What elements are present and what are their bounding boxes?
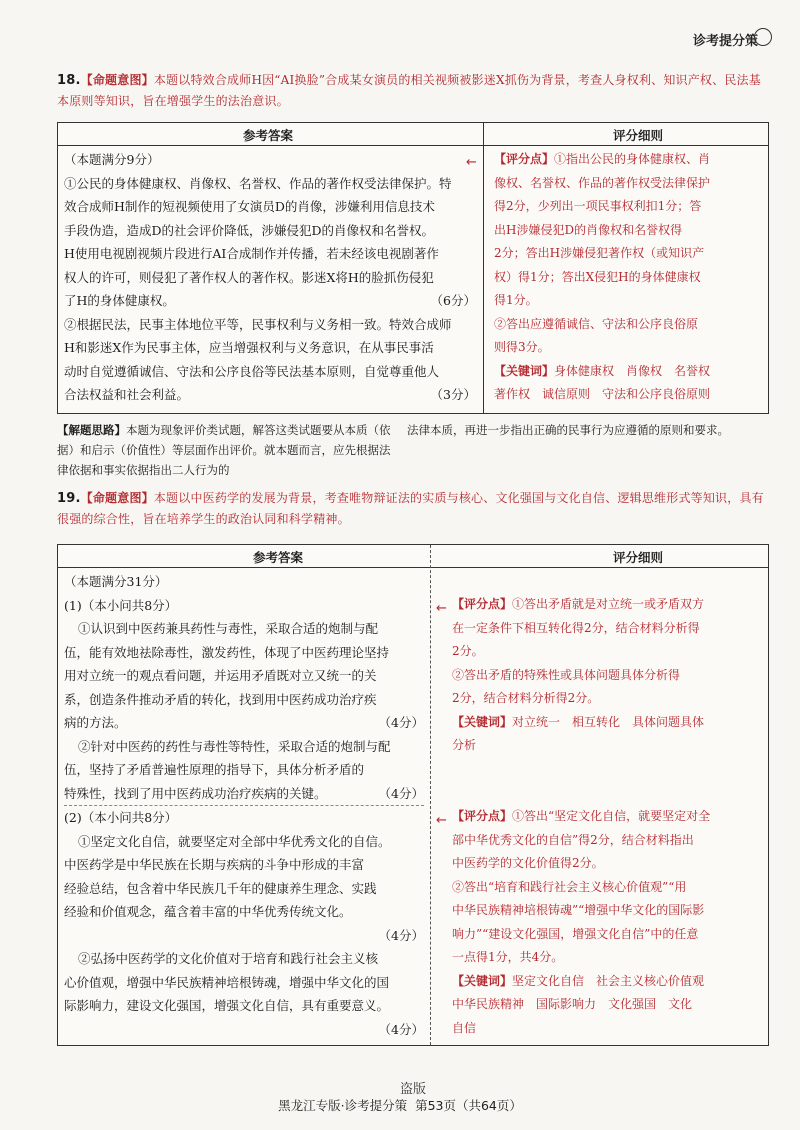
q18-column-divider bbox=[483, 123, 484, 413]
watermark-stamp: 盗版 bbox=[400, 1082, 427, 1097]
left-arrow-icon: ← bbox=[436, 813, 447, 828]
q18-scoring-line: 权）得1分；答出X侵犯H的身体健康权 bbox=[494, 269, 701, 284]
q19-table-header bbox=[58, 545, 768, 568]
q18-scoring-line: 则得3分。 bbox=[494, 340, 550, 354]
q19-number: 19. bbox=[57, 491, 81, 506]
q19-sub2-scoring-line: 中华民族精神培根铸魂”“增强中华文化的国际影 bbox=[452, 903, 705, 917]
q19-sub2-scoring-line: 响力”“建设文化强国，增强文化自信”中的任意 bbox=[452, 926, 699, 941]
q19-sub2b-line: 际影响力，建设文化强国，增强文化自信，具有重要意义。 bbox=[64, 998, 390, 1013]
q18-answer2-line: ②根据民法，民事主体地位平等，民事权利与义务相一致。特效合成师 bbox=[64, 316, 452, 332]
q19-sub1b-line-last bbox=[64, 782, 424, 806]
q19-sub2-keywords-line: 中华民族精神 国际影响力 文化强国 文化 bbox=[452, 997, 693, 1011]
q18-answer1-line: 了H的身体健康权。 bbox=[64, 293, 175, 308]
q19-sub1-scoring bbox=[452, 593, 762, 758]
q18-full-score: （本题满分9分） bbox=[64, 152, 160, 167]
q18-answer1-points: （6分） bbox=[430, 293, 476, 308]
q19-sub1a-line: 用对立统一的观点看问题，并运用矛盾既对立又统一的关 bbox=[64, 668, 377, 683]
q18-scoring-line: 2分；答出H涉嫌侵犯著作权（或知识产 bbox=[494, 246, 705, 260]
brand-title: 诊考提分策 bbox=[692, 34, 758, 49]
q19-intent bbox=[57, 488, 767, 529]
left-arrow-icon: ← bbox=[436, 601, 447, 616]
q18-thinking-left-text: 本题为现象评价类试题，解答这类试题要从本质（依据）和启示（价值性）等层面作出评价。就本题而言，应先根据法律依据和事实依据指出二人行为的 bbox=[57, 423, 391, 477]
q19-sub1-keywords-line: 分析 bbox=[452, 738, 477, 752]
q19-sub1-keyword-tag: 【关键词】 bbox=[452, 714, 513, 729]
q19-sub1-scoring-line: 在一定条件下相互转化得2分，结合材料分析得 bbox=[452, 620, 700, 635]
q18-answer2-points: （3分） bbox=[430, 387, 476, 402]
q19-sub1-keywords-line: 对立统一 相互转化 具体问题具体 bbox=[512, 714, 705, 729]
q19-sub1a-line-last bbox=[64, 711, 424, 735]
q18-thinking-right: 法律本质，再进一步指出正确的民事行为应遵循的原则和要求。 bbox=[407, 423, 729, 437]
q19-sub2-keywords-line: 坚定文化自信 社会主义核心价值观 bbox=[512, 973, 705, 988]
q19-sub2-scoring-line: ①答出“坚定文化自信，就要坚定对全 bbox=[512, 809, 711, 823]
q19-sub2b-line: 心价值观，增强中华民族精神培根铸魂，增强中华文化的国 bbox=[64, 974, 390, 990]
q19-sub2-scoring-line: ②答出“培育和践行社会主义核心价值观”“用 bbox=[452, 879, 687, 894]
q19-sub1b-line: ②针对中医药的药性与毒性等特性，采取合适的炮制与配 bbox=[78, 738, 391, 754]
q18-intent-text: 本题以特效合成师H因“AI换脸”合成某女演员的相关视频被影迷X抓伤为背景，考查人身权利、知识产权、民法基本原则等知识，旨在增强学生的法治意识。 bbox=[57, 73, 761, 108]
q18-keywords-line: 身体健康权 肖像权 名誉权 bbox=[554, 363, 711, 378]
q18-answer1-line: 权人的许可，则侵犯了著作权人的著作权。影迷X将H的脸抓伤侵犯 bbox=[64, 269, 434, 285]
left-arrow-icon: ← bbox=[466, 155, 477, 170]
q18-scoring bbox=[494, 148, 762, 407]
page-number: 第53页（共64页） bbox=[415, 1098, 522, 1113]
q18-answer2-line-last bbox=[64, 383, 476, 407]
q19-sub1-scoring-line: 2分。 bbox=[452, 644, 484, 658]
q18-header-answer: 参考答案 bbox=[243, 128, 294, 143]
q18-thinking-left bbox=[57, 420, 395, 480]
q19-sub2a-line: 经验总结，包含着中华民族几千年的健康养生理念、实践 bbox=[64, 880, 377, 896]
q19-sub1-title: (1)（本小问共8分） bbox=[64, 597, 178, 613]
q18-intent bbox=[57, 70, 767, 111]
footer-title: 黑龙江专版·诊考提分策 bbox=[278, 1098, 408, 1113]
q18-keyword-tag: 【关键词】 bbox=[494, 363, 555, 378]
q18-header-scoring: 评分细则 bbox=[613, 128, 664, 143]
q18-answer1-line: H使用电视剧视频片段进行AI合成制作并传播，若未经该电视剧著作 bbox=[64, 246, 439, 261]
q19-sub1-scoring-tag: 【评分点】 bbox=[452, 597, 513, 611]
q18-scoring-tag: 【评分点】 bbox=[494, 152, 555, 166]
q18-answer bbox=[64, 148, 476, 407]
q18-answer1-line: 手段伪造，造成D的社会评价降低，涉嫌侵犯D的肖像权和名誉权。 bbox=[64, 222, 435, 238]
q19-full-score: （本题满分31分） bbox=[64, 574, 168, 589]
q18-answer2-line: 动时自觉遵循诚信、守法和公序良俗等民法基本原则，自觉尊重他人 bbox=[64, 363, 440, 379]
page-footer bbox=[0, 1096, 800, 1114]
q19-sub2a-points: （4分） bbox=[378, 927, 424, 943]
q18-table bbox=[57, 122, 769, 414]
q19-sub1a-line: 伍，能有效地祛除毒性，激发药性，体现了中医药理论坚持 bbox=[64, 644, 390, 660]
q18-scoring-line: ②答出应遵循诚信、守法和公序良俗原 bbox=[494, 316, 699, 331]
q19-sub1a-line: 系，创造条件推动矛盾的转化，找到用中医药成功治疗疾 bbox=[64, 691, 377, 707]
q19-sub2b-line: ②弘扬中医药学的文化价值对于培育和践行社会主义核 bbox=[78, 951, 379, 966]
q19-answer bbox=[64, 570, 424, 1041]
q18-answer1-line: 效合成师H制作的短视频使用了女演员D的肖像，涉嫌利用信息技术 bbox=[64, 199, 435, 214]
q18-table-header bbox=[58, 123, 768, 146]
q18-answer2-line: 合法权益和社会利益。 bbox=[64, 387, 190, 402]
q19-sub1b-line: 特殊性，找到了用中医药成功治疗疾病的关键。 bbox=[64, 785, 327, 801]
q19-sub2-title: (2)（本小问共8分） bbox=[64, 810, 178, 825]
q19-sub2-scoring-tag: 【评分点】 bbox=[452, 809, 513, 823]
q19-table bbox=[57, 544, 769, 1046]
q19-sub2a-line: 中医药学是中华民族在长期与疾病的斗争中形成的丰富 bbox=[64, 857, 365, 872]
q19-sub2a-line: ①坚定文化自信，就要坚定对全部中华优秀文化的自信。 bbox=[78, 833, 391, 849]
q19-sub1-scoring-line: ②答出矛盾的特殊性或具体问题具体分析得 bbox=[452, 667, 681, 682]
q19-sub2-keyword-tag: 【关键词】 bbox=[452, 973, 513, 988]
q18-scoring-line: ①指出公民的身体健康权、肖 bbox=[554, 152, 711, 166]
q19-sub2a-line: 经验和价值观念，蕴含着丰富的中华优秀传统文化。 bbox=[64, 904, 352, 919]
q18-keywords-line: 著作权 诚信原则 守法和公序良俗原则 bbox=[494, 387, 711, 401]
q18-scoring-line: 出H涉嫌侵犯D的肖像权和名誉权得 bbox=[494, 222, 683, 237]
q18-intent-tag: 【命题意图】 bbox=[80, 73, 154, 87]
q18-answer1-line: ①公民的身体健康权、肖像权、名誉权、作品的著作权受法律保护。特 bbox=[64, 175, 452, 191]
q19-column-divider bbox=[430, 545, 431, 1045]
q19-sub1a-line: 病的方法。 bbox=[64, 715, 127, 730]
q19-header-answer: 参考答案 bbox=[253, 550, 304, 565]
q18-answer2-line: H和影迷X作为民事主体，应当增强权利与义务意识，在从事民事活 bbox=[64, 340, 434, 355]
q19-sub2-scoring-line: 一点得1分，共4分。 bbox=[452, 950, 564, 964]
q19-sub1b-points: （4分） bbox=[378, 785, 424, 801]
q18-scoring-line: 得2分，少列出一项民事权利扣1分；答 bbox=[494, 199, 702, 213]
q18-number: 18. bbox=[57, 73, 81, 88]
q19-sub1-scoring-line: ①答出矛盾就是对立统一或矛盾双方 bbox=[512, 597, 705, 611]
q19-sub2b-points: （4分） bbox=[378, 1021, 424, 1037]
q19-header-scoring: 评分细则 bbox=[613, 550, 664, 565]
q19-sub1a-line: ①认识到中医药兼具药性与毒性，采取合适的炮制与配 bbox=[78, 621, 379, 636]
q19-sub1a-points: （4分） bbox=[378, 715, 424, 730]
q19-sub2-scoring-line: 部中华优秀文化的自信”得2分，结合材料指出 bbox=[452, 832, 694, 847]
q19-sub1b-line: 伍，坚持了矛盾普遍性原理的指导下，具体分析矛盾的 bbox=[64, 762, 365, 777]
q18-scoring-line: 像权、名誉权、作品的著作权受法律保护 bbox=[494, 175, 711, 190]
q18-answer1-line-last bbox=[64, 289, 476, 313]
q19-sub1-scoring-line: 2分，结合材料分析得2分。 bbox=[452, 691, 600, 705]
q19-intent-tag: 【命题意图】 bbox=[80, 491, 154, 505]
q19-intent-text: 本题以中医药学的发展为背景，考查唯物辩证法的实质与核心、文化强国与文化自信、逻辑思维形式等知识，具有很强的综合性，旨在培养学生的政治认同和科学精神。 bbox=[57, 491, 764, 526]
q18-thinking bbox=[57, 420, 767, 484]
q18-thinking-tag: 【解题思路】 bbox=[57, 423, 126, 437]
q19-sub2-scoring bbox=[452, 805, 762, 1040]
brand-logo-icon bbox=[754, 28, 772, 46]
q18-scoring-line: 得1分。 bbox=[494, 293, 538, 307]
q19-sub2-keywords-line: 自信 bbox=[452, 1020, 477, 1035]
q19-sub2-scoring-line: 中医药学的文化价值得2分。 bbox=[452, 856, 604, 870]
